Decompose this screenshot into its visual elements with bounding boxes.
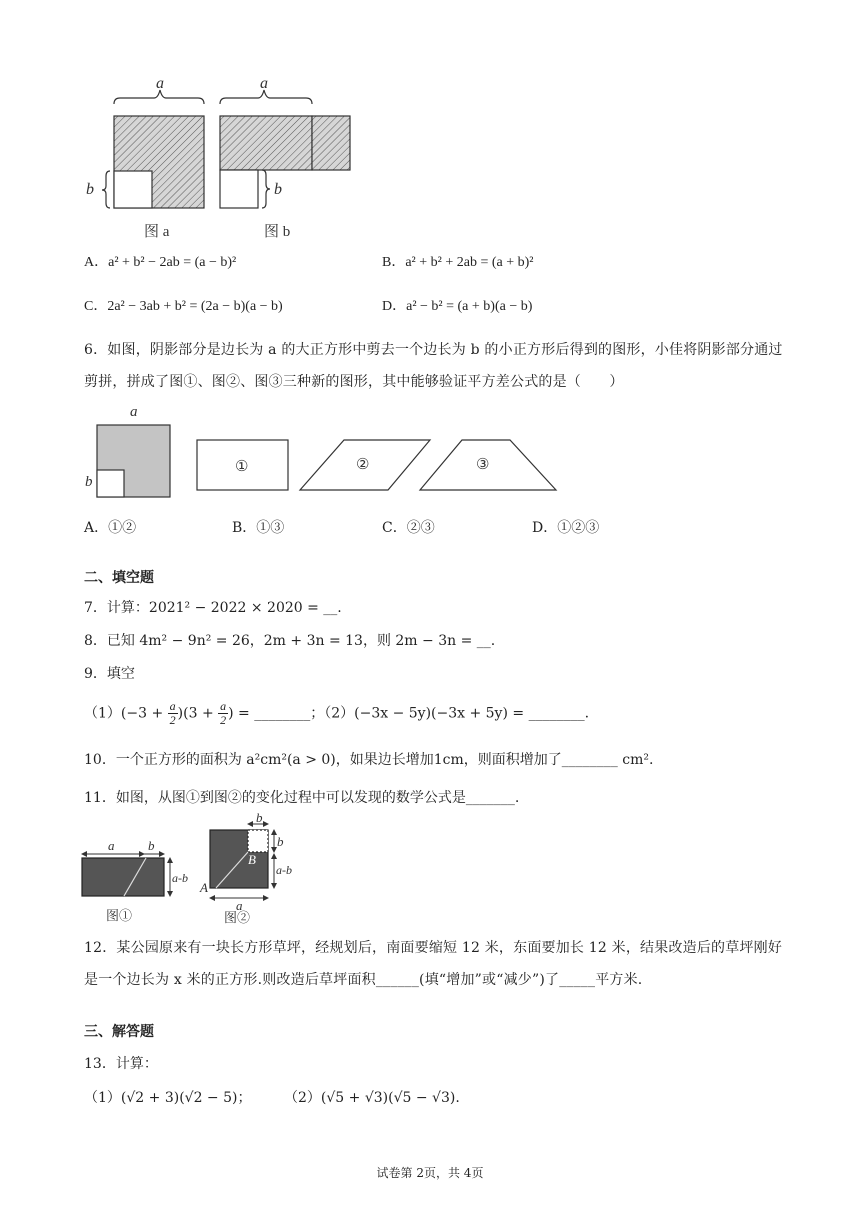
q11-fig2-label-b-side: b	[277, 834, 284, 849]
q6-figure-label-a: a	[130, 404, 138, 420]
q13-part1: （1）(√2 + 3)(√2 − 5)；	[84, 1090, 252, 1106]
q11-fig1-caption: 图①	[106, 908, 133, 923]
q9-part1-c: ) = ________；（2）(−3x − 5y)(−3x + 5y) = ________.	[228, 705, 590, 722]
q11-fig2-label-a: a	[236, 898, 243, 913]
q5-option-c: C．2a² − 3ab + b² = (2a − b)(a − b)	[84, 299, 283, 314]
figure-a	[86, 76, 204, 240]
q11-question: 11．如图，从图①到图②的变化过程中可以发现的数学公式是_______.	[84, 790, 520, 806]
figure-b-caption: 图 b	[264, 224, 291, 240]
q6-shape-1-label: ①	[235, 459, 249, 475]
q10-question: 10．一个正方形的面积为 a²cm²(a > 0)，如果边长增加1cm，则面积增加了________ cm².	[84, 752, 654, 768]
figure-a-label-a: a	[156, 76, 164, 92]
q9-part1-a: (−3 +	[120, 705, 168, 722]
q6-option-a: A．①②	[84, 520, 137, 536]
q5-option-d: D．a² − b² = (a + b)(a − b)	[382, 299, 533, 314]
q11-figure-2	[199, 812, 292, 925]
q9-part1-prefix: （1）	[84, 705, 121, 722]
q6-question: 6．如图，阴影部分是边长为 a 的大正方形中剪去一个边长为 b 的小正方形后得到的图形，小佳将阴影部分通过剪拼，拼成了图①、图②、图③三种新的图形，其中能够验证平方差公式的是（ ）	[84, 342, 783, 390]
q13-title: 13．计算：	[84, 1056, 158, 1072]
figure-b-label-b: b	[274, 181, 282, 198]
page-footer: 试卷第 2页，共 4页	[376, 1166, 484, 1180]
q13-part2: （2）(√5 + √3)(√5 − √3).	[284, 1090, 460, 1106]
figure-b-label-a: a	[260, 76, 268, 92]
figure-a-label-b: b	[86, 181, 94, 198]
q9-fraction-1: $\frac{a}{2}$	[169, 699, 176, 727]
q6-small-square	[97, 470, 124, 497]
q9-fraction-2: $\frac{a}{2}$	[220, 699, 227, 727]
q11-fig2-label-A: A	[200, 880, 208, 895]
q11-fig1-label-a: a	[108, 838, 115, 853]
q6-figure-label-b: b	[85, 474, 93, 490]
q11-fig2-label-amb: a-b	[276, 863, 292, 877]
q12-question: 12．某公园原来有一块长方形草坪，经规划后，南面要缩短 12 米，东面要加长 12 米，结果改造后的草坪刚好是一个边长为 x 米的正方形.则改造后草坪面积______(填“增加”或“减少”)了_____平方米.	[84, 940, 783, 988]
figure-a-caption: 图 a	[144, 224, 170, 240]
q11-fig1-label-amb: a-b	[172, 871, 188, 885]
q11-figure	[76, 812, 306, 926]
q9-parts	[84, 700, 589, 727]
q11-fig2-label-b-top: b	[256, 812, 263, 825]
q5-option-b: B．a² + b² + 2ab = (a + b)²	[382, 255, 534, 270]
q11-fig1-label-b: b	[148, 838, 155, 853]
section-answer-title: 三、解答题	[84, 1024, 154, 1040]
q9-part1-b: )(3 +	[177, 705, 219, 722]
q8-question: 8．已知 4m² − 9n² = 26，2m + 3n = 13，则 2m − 3n = __.	[84, 633, 496, 649]
q5-figure	[80, 76, 370, 246]
q5-option-a: A．a² + b² − 2ab = (a − b)²	[84, 255, 237, 270]
q6-option-d: D．①②③	[532, 520, 600, 536]
figure-b	[220, 76, 350, 240]
q6-option-c: C．②③	[382, 520, 435, 536]
q6-figure	[80, 402, 570, 502]
q9-title: 9．填空	[84, 666, 135, 682]
section-fill-in-title: 二、填空题	[84, 570, 154, 586]
q11-fig2-label-B: B	[248, 852, 256, 867]
q6-shape-2-label: ②	[356, 457, 370, 473]
q11-fig2-caption: 图②	[224, 910, 251, 925]
q6-shape-3-label: ③	[476, 457, 490, 473]
q7-question: 7．计算：2021² − 2022 × 2020 = __.	[84, 600, 342, 616]
q6-option-b: B．①③	[232, 520, 285, 536]
q11-figure-1	[82, 838, 188, 923]
